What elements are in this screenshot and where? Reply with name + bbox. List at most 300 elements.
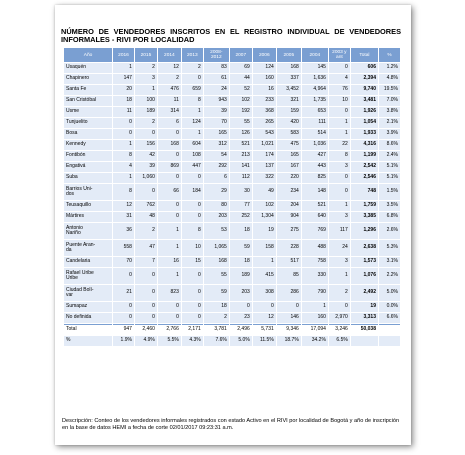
table-cell: 583: [277, 129, 301, 139]
table-cell: 0: [329, 63, 350, 73]
table-cell: 192: [230, 107, 252, 117]
row-label: Tunjuelito: [64, 118, 112, 128]
table-cell: 112: [230, 173, 252, 183]
table-cell: 0: [182, 201, 203, 211]
table-cell: 0: [135, 268, 157, 284]
table-cell: 76: [329, 85, 350, 95]
table-cell: 233: [253, 96, 276, 106]
table-cell: 368: [253, 107, 276, 117]
document-page: [55, 5, 411, 445]
table-row: [64, 118, 400, 128]
table-cell: 2: [158, 74, 181, 84]
table-cell: 1: [329, 118, 350, 128]
table-cell: 1: [158, 240, 181, 256]
table-cell: 1: [182, 107, 203, 117]
table-cell: 158: [253, 240, 276, 256]
table-cell: 12: [158, 63, 181, 73]
table-cell: 53: [204, 223, 229, 239]
table-cell: 2,970: [329, 313, 350, 323]
table-row: [64, 129, 400, 139]
table-cell: 1: [329, 129, 350, 139]
table-cell: 5.0%: [379, 285, 400, 301]
table-cell: 8: [329, 151, 350, 161]
table-cell: 9,346: [277, 324, 301, 335]
row-label: Teusaquillo: [64, 201, 112, 211]
table-cell: 66: [158, 184, 181, 200]
table-cell: 1,926: [351, 107, 378, 117]
table-cell: 0: [113, 302, 134, 312]
table-cell: 83: [204, 63, 229, 73]
table-cell: 0: [158, 212, 181, 222]
table-cell: 1,573: [351, 257, 378, 267]
table-cell: 117: [329, 223, 350, 239]
table-cell: 0: [182, 302, 203, 312]
table-cell: 322: [253, 173, 276, 183]
table-cell: 6: [158, 118, 181, 128]
table-cell: 0: [230, 302, 252, 312]
table-header-row: [64, 48, 400, 62]
table-cell: 653: [302, 107, 328, 117]
table-cell: 7.0%: [379, 96, 400, 106]
table-cell: 5.1%: [379, 162, 400, 172]
table-cell: 2,542: [351, 162, 378, 172]
table-cell: 659: [182, 85, 203, 95]
table-cell: 0: [158, 302, 181, 312]
table-cell: 100: [135, 96, 157, 106]
table-cell: 0: [158, 151, 181, 161]
column-header: 2015: [135, 48, 157, 62]
table-cell: 748: [351, 184, 378, 200]
table-cell: 204: [277, 201, 301, 211]
table-cell: 1.5%: [379, 184, 400, 200]
table-row: [64, 268, 400, 284]
table-cell: 148: [302, 184, 328, 200]
table-cell: 823: [158, 285, 181, 301]
table-cell: 126: [230, 129, 252, 139]
table-cell: [379, 336, 400, 346]
table-cell: 34.2%: [302, 336, 328, 346]
row-label: Usaquén: [64, 63, 112, 73]
table-cell: 0: [182, 285, 203, 301]
column-header: 2007: [230, 48, 252, 62]
table-cell: 52: [230, 85, 252, 95]
table-cell: 47: [135, 240, 157, 256]
table-row: [64, 257, 400, 267]
table-cell: 3,385: [351, 212, 378, 222]
table-cell: 39: [135, 162, 157, 172]
table-cell: 6.8%: [379, 212, 400, 222]
table-cell: 4,316: [351, 140, 378, 150]
table-row: [64, 285, 400, 301]
table-cell: 825: [302, 173, 328, 183]
table-cell: 6.6%: [379, 313, 400, 323]
row-label: Puente Aran- da: [64, 240, 112, 256]
column-header: %: [379, 48, 400, 62]
table-cell: 189: [135, 107, 157, 117]
table-cell: 1: [158, 223, 181, 239]
table-cell: 606: [351, 63, 378, 73]
table-cell: 124: [182, 118, 203, 128]
table-cell: 514: [302, 129, 328, 139]
table-cell: 159: [277, 107, 301, 117]
table-cell: 2.4%: [379, 151, 400, 161]
table-cell: 543: [253, 129, 276, 139]
table-cell: 1,296: [351, 223, 378, 239]
table-cell: 1: [113, 140, 134, 150]
table-cell: 1,759: [351, 201, 378, 211]
table-cell: 165: [204, 129, 229, 139]
table-cell: 252: [230, 212, 252, 222]
table-cell: 0: [113, 313, 134, 323]
table-cell: 1,076: [351, 268, 378, 284]
table-cell: 3,313: [351, 313, 378, 323]
table-cell: 141: [230, 162, 252, 172]
table-cell: 1,054: [351, 118, 378, 128]
table-cell: 147: [113, 74, 134, 84]
table-cell: 18: [204, 302, 229, 312]
row-label: %: [64, 336, 112, 346]
table-cell: 443: [302, 162, 328, 172]
table-cell: 8: [113, 151, 134, 161]
column-header: 2003 y ant: [329, 48, 350, 62]
table-cell: 160: [302, 313, 328, 323]
table-cell: 146: [277, 313, 301, 323]
table-cell: 1: [329, 201, 350, 211]
table-cell: 18.7%: [277, 336, 301, 346]
table-cell: 5.0%: [230, 336, 252, 346]
table-cell: 2,766: [158, 324, 181, 335]
table-cell: 420: [277, 118, 301, 128]
table-cell: 0: [158, 201, 181, 211]
table-cell: 1: [113, 63, 134, 73]
table-cell: 762: [135, 201, 157, 211]
table-cell: 286: [277, 285, 301, 301]
totals-row: [64, 324, 400, 335]
column-header: Total: [351, 48, 378, 62]
table-cell: 213: [230, 151, 252, 161]
row-label: Fontibón: [64, 151, 112, 161]
table-cell: 427: [302, 151, 328, 161]
table-cell: 44: [230, 74, 252, 84]
table-cell: 55: [230, 118, 252, 128]
table-cell: 1,636: [302, 74, 328, 84]
table-cell: 124: [253, 63, 276, 73]
table-cell: 2,546: [351, 173, 378, 183]
table-cell: 24: [329, 240, 350, 256]
table-cell: 0: [113, 129, 134, 139]
table-cell: 0: [329, 302, 350, 312]
table-cell: 1.9%: [113, 336, 134, 346]
table-cell: 4.9%: [135, 336, 157, 346]
table-cell: 0: [182, 313, 203, 323]
table-cell: 48: [135, 212, 157, 222]
table-cell: 12: [253, 313, 276, 323]
row-label: Total: [64, 324, 112, 335]
table-cell: 2.1%: [379, 118, 400, 128]
table-cell: 8: [113, 184, 134, 200]
table-cell: 59: [204, 285, 229, 301]
row-label: Engativá: [64, 162, 112, 172]
table-cell: 521: [302, 201, 328, 211]
table-cell: 0: [277, 302, 301, 312]
table-cell: 21: [113, 285, 134, 301]
table-cell: 0: [135, 129, 157, 139]
table-cell: 3: [329, 162, 350, 172]
table-cell: 31: [113, 212, 134, 222]
table-row: [64, 74, 400, 84]
table-row: [64, 201, 400, 211]
row-label: Candelaria: [64, 257, 112, 267]
table-cell: 1: [113, 173, 134, 183]
table-cell: 102: [253, 201, 276, 211]
table-cell: 1: [135, 85, 157, 95]
table-cell: 3: [329, 257, 350, 267]
table-cell: 4.3%: [182, 336, 203, 346]
table-cell: 39: [204, 107, 229, 117]
table-cell: 77: [230, 201, 252, 211]
table-cell: 18: [230, 223, 252, 239]
table-cell: 1: [182, 129, 203, 139]
table-cell: 22: [329, 140, 350, 150]
table-cell: 10: [182, 240, 203, 256]
table-cell: [351, 336, 378, 346]
table-cell: 758: [302, 257, 328, 267]
table-row: [64, 173, 400, 183]
column-header: 2005: [277, 48, 301, 62]
table-cell: 2,394: [351, 74, 378, 84]
table-cell: 220: [277, 173, 301, 183]
table-cell: 165: [277, 151, 301, 161]
column-header-year: Año: [64, 48, 112, 62]
table-cell: 943: [204, 96, 229, 106]
table-cell: 69: [230, 63, 252, 73]
table-cell: 3.1%: [379, 257, 400, 267]
table-cell: 23: [230, 313, 252, 323]
column-header: 2013: [182, 48, 203, 62]
table-row: [64, 313, 400, 323]
column-header: 2006: [253, 48, 276, 62]
table-cell: 168: [158, 140, 181, 150]
table-cell: 11: [113, 107, 134, 117]
table-cell: 168: [277, 63, 301, 73]
table-cell: 415: [253, 268, 276, 284]
row-label: Usme: [64, 107, 112, 117]
table-cell: 2,171: [182, 324, 203, 335]
table-cell: 18: [230, 257, 252, 267]
table-cell: 1,065: [204, 240, 229, 256]
table-row: [64, 212, 400, 222]
table-cell: 517: [277, 257, 301, 267]
table-cell: 234: [277, 184, 301, 200]
table-cell: 189: [230, 268, 252, 284]
table-cell: 0: [113, 268, 134, 284]
column-header: 2004: [302, 48, 328, 62]
table-cell: 2.6%: [379, 223, 400, 239]
table-cell: 8: [182, 223, 203, 239]
row-label: No definida: [64, 313, 112, 323]
table-cell: 5,731: [253, 324, 276, 335]
table-cell: 1,199: [351, 151, 378, 161]
table-cell: 4,964: [302, 85, 328, 95]
table-cell: 184: [182, 184, 203, 200]
table-cell: 476: [158, 85, 181, 95]
table-cell: 640: [302, 212, 328, 222]
column-header: 2014: [158, 48, 181, 62]
table-cell: 2: [135, 63, 157, 73]
row-label: Santa Fe: [64, 85, 112, 95]
table-cell: 1,036: [302, 140, 328, 150]
table-cell: 2: [135, 223, 157, 239]
table-cell: 904: [277, 212, 301, 222]
table-cell: 330: [302, 268, 328, 284]
table-row: [64, 151, 400, 161]
table-cell: 55: [204, 268, 229, 284]
table-cell: 29: [204, 184, 229, 200]
table-cell: 0: [329, 184, 350, 200]
table-cell: 12: [113, 201, 134, 211]
table-row: [64, 63, 400, 73]
table-row: [64, 240, 400, 256]
table-cell: 2,638: [351, 240, 378, 256]
table-cell: 1.2%: [379, 63, 400, 73]
table-cell: 2: [204, 313, 229, 323]
table-cell: 54: [204, 151, 229, 161]
table-cell: 0: [135, 285, 157, 301]
table-row: [64, 162, 400, 172]
percent-row: [64, 336, 400, 346]
table-cell: 228: [277, 240, 301, 256]
table-cell: 10: [329, 96, 350, 106]
table-cell: 3.8%: [379, 107, 400, 117]
table-cell: 1,933: [351, 129, 378, 139]
table-cell: 3,452: [277, 85, 301, 95]
table-cell: 1: [329, 268, 350, 284]
table-row: [64, 85, 400, 95]
table-cell: 0: [113, 118, 134, 128]
table-cell: 30: [230, 184, 252, 200]
column-header: 2008- 2012: [204, 48, 229, 62]
table-cell: 70: [113, 257, 134, 267]
table-row: [64, 223, 400, 239]
table-cell: 2.2%: [379, 268, 400, 284]
table-cell: 2,496: [230, 324, 252, 335]
table-cell: 447: [182, 162, 203, 172]
table-cell: 0: [158, 313, 181, 323]
row-label: Bosa: [64, 129, 112, 139]
table-cell: 3.9%: [379, 129, 400, 139]
table-cell: 265: [253, 118, 276, 128]
table-cell: 869: [158, 162, 181, 172]
table-cell: 11: [158, 96, 181, 106]
table-cell: 111: [302, 118, 328, 128]
table-cell: 0: [182, 212, 203, 222]
table-cell: 292: [204, 162, 229, 172]
table-cell: 1: [158, 268, 181, 284]
table-cell: 7: [135, 257, 157, 267]
row-label: Barrios Uni- dos: [64, 184, 112, 200]
table-cell: 145: [302, 63, 328, 73]
table-cell: 0: [329, 173, 350, 183]
row-label: San Cristóbal: [64, 96, 112, 106]
table-cell: 156: [135, 140, 157, 150]
table-cell: 80: [204, 201, 229, 211]
table-cell: 85: [277, 268, 301, 284]
table-cell: 947: [113, 324, 134, 335]
table-cell: 19.5%: [379, 85, 400, 95]
table-cell: 2,460: [135, 324, 157, 335]
row-label: Chapinero: [64, 74, 112, 84]
row-label: Sumapaz: [64, 302, 112, 312]
table-cell: 314: [158, 107, 181, 117]
table-cell: 0: [329, 107, 350, 117]
vendors-table: [63, 47, 401, 347]
table-cell: 1: [302, 302, 328, 312]
table-cell: 18: [113, 96, 134, 106]
table-cell: 102: [230, 96, 252, 106]
table-cell: 308: [253, 285, 276, 301]
table-cell: 203: [204, 212, 229, 222]
table-cell: 5.3%: [379, 240, 400, 256]
table-cell: 59: [230, 240, 252, 256]
table-cell: 36: [113, 223, 134, 239]
table-cell: [379, 324, 400, 335]
table-cell: 137: [253, 162, 276, 172]
table-description: Descripción: Conteo de los vendedores informales registrados con estado Activo en el RIVI por localidad de Bogotá y año de inscripción en la base de datos HEMI a fecha de corte 02/01/2017 09:23:31 a.m.: [62, 418, 400, 431]
table-cell: 1,735: [302, 96, 328, 106]
table-cell: 0: [182, 173, 203, 183]
table-cell: 2: [329, 285, 350, 301]
row-label: Antonio Nariño: [64, 223, 112, 239]
table-cell: 168: [204, 257, 229, 267]
table-cell: 0: [135, 302, 157, 312]
table-cell: 167: [277, 162, 301, 172]
table-cell: 604: [182, 140, 203, 150]
table-cell: 4.8%: [379, 74, 400, 84]
table-cell: 312: [204, 140, 229, 150]
table-row: [64, 107, 400, 117]
table-cell: 70: [204, 118, 229, 128]
table-cell: 1,304: [253, 212, 276, 222]
table-cell: 61: [204, 74, 229, 84]
table-cell: 7.6%: [204, 336, 229, 346]
table-cell: 3,246: [329, 324, 350, 335]
table-cell: 275: [277, 223, 301, 239]
table-cell: 6: [204, 173, 229, 183]
table-cell: 8.6%: [379, 140, 400, 150]
table-cell: 558: [113, 240, 134, 256]
table-cell: 20: [113, 85, 134, 95]
table-row: [64, 184, 400, 200]
table-cell: 160: [253, 74, 276, 84]
table-cell: 17,094: [302, 324, 328, 335]
table-cell: 1,021: [253, 140, 276, 150]
table-cell: 16: [253, 85, 276, 95]
table-cell: 2,492: [351, 285, 378, 301]
table-cell: 19: [253, 223, 276, 239]
table-cell: 50,038: [351, 324, 378, 335]
row-label: Ciudad Bolí- var: [64, 285, 112, 301]
row-label: Suba: [64, 173, 112, 183]
row-label: Mártires: [64, 212, 112, 222]
table-cell: 16: [158, 257, 181, 267]
table-cell: 0.0%: [379, 302, 400, 312]
table-cell: 2: [182, 63, 203, 73]
table-cell: 15: [182, 257, 203, 267]
table-cell: 8: [182, 96, 203, 106]
table-row: [64, 302, 400, 312]
table-cell: 3: [135, 74, 157, 84]
table-cell: 24: [204, 85, 229, 95]
